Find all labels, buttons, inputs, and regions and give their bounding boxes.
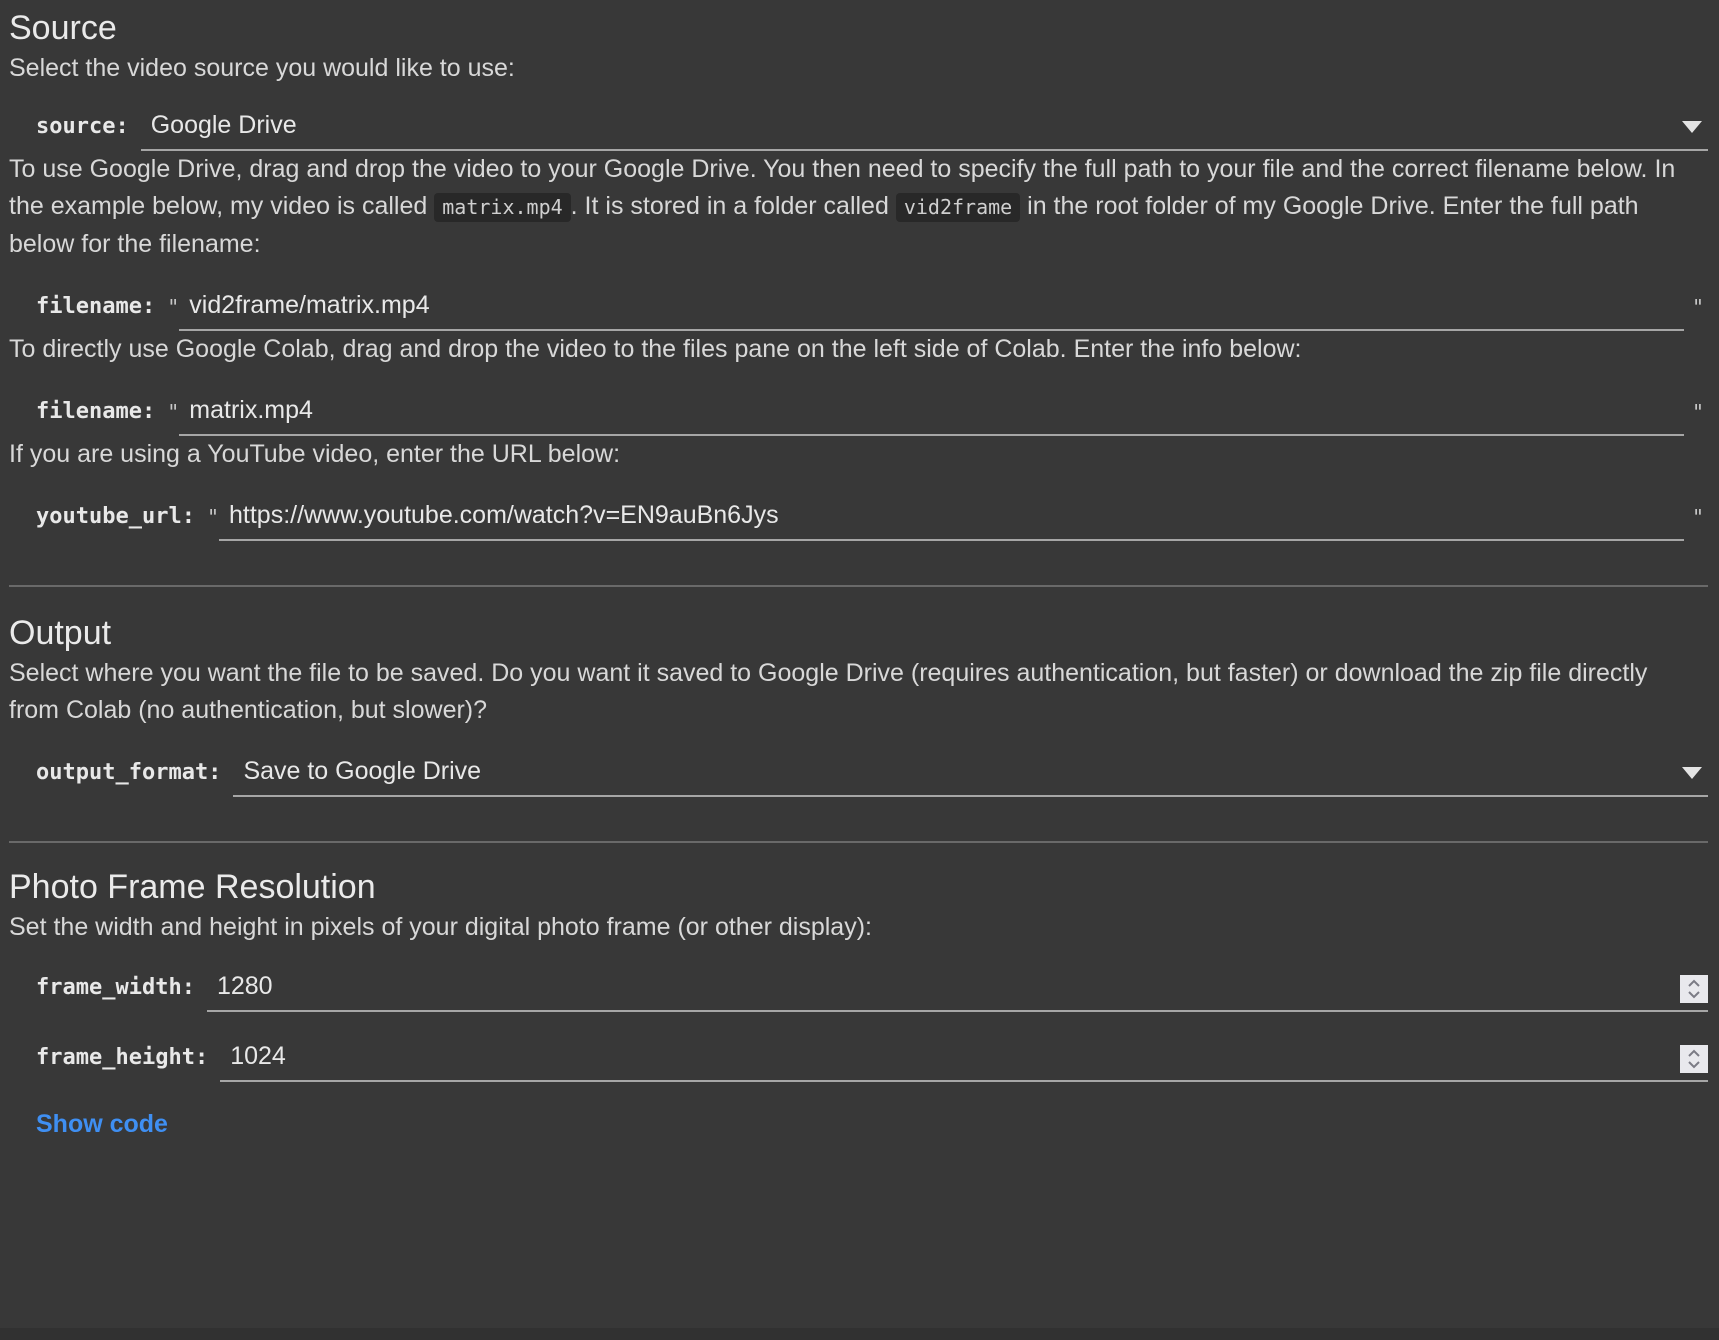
- colab-filename-input[interactable]: [179, 394, 1684, 434]
- source-intro-text: Select the video source you would like to use:: [9, 54, 515, 82]
- output-description-text: Select where you want the file to be saved. Do you want it saved to Google Drive (requires authentication, but faster) or download the zip file directly from Colab (no authentication, but slower)?: [9, 659, 1648, 724]
- drive-instructions-part3: in the root folder of my Google Drive. Enter the full path below for the filename:: [9, 192, 1639, 258]
- source-select-value[interactable]: Google Drive: [150, 111, 297, 139]
- number-stepper-icon[interactable]: [1680, 1045, 1708, 1073]
- close-quote: ": [1691, 400, 1704, 424]
- open-quote: ": [167, 295, 180, 319]
- colab-instructions-text: To directly use Google Colab, drag and drop the video to the files pane on the left side of Colab. Enter the info below:: [9, 335, 1302, 363]
- source-field-label: source:: [36, 114, 129, 139]
- drive-instructions-text: [9, 151, 1701, 263]
- colab-filename-label: filename:: [36, 399, 156, 424]
- drive-filename-label: filename:: [36, 294, 156, 319]
- frame-width-input[interactable]: [207, 970, 1708, 1010]
- youtube-instructions-text: If you are using a YouTube video, enter the URL below:: [9, 440, 621, 468]
- frame-height-input-wrap: [220, 1040, 1708, 1082]
- close-quote: ": [1691, 505, 1704, 529]
- colab-filename-row: [36, 394, 1708, 436]
- youtube-url-input[interactable]: [219, 499, 1684, 539]
- chevron-down-icon[interactable]: [1682, 767, 1702, 779]
- output-section-title: Output: [9, 614, 112, 652]
- output-format-row: [36, 755, 1708, 797]
- close-quote: ": [1691, 295, 1704, 319]
- frame-width-row: [36, 970, 1708, 1012]
- youtube-url-row: [36, 499, 1708, 541]
- drive-instructions-part2: . It is stored in a folder called: [570, 192, 896, 220]
- frame-width-label: frame_width:: [36, 975, 195, 1000]
- drive-instructions-part1: To use Google Drive, drag and drop the video to your Google Drive. You then need to specify the full path to your file and the correct filename below. In the example below, my video is called: [9, 155, 1676, 220]
- drive-filename-row: [36, 289, 1708, 331]
- section-divider: [9, 585, 1708, 587]
- drive-filename-input[interactable]: [179, 289, 1684, 329]
- output-format-select-value[interactable]: Save to Google Drive: [243, 757, 482, 785]
- drive-filename-input-wrap: [179, 289, 1684, 331]
- frame-height-row: [36, 1040, 1708, 1082]
- section-divider: [9, 841, 1708, 843]
- colab-filename-input-wrap: [179, 394, 1684, 436]
- up-down-chevrons-icon: [1686, 978, 1702, 1000]
- cell-bottom-edge: [0, 1328, 1719, 1340]
- open-quote: ": [206, 505, 219, 529]
- source-section-title: Source: [9, 9, 117, 47]
- youtube-url-input-wrap: [219, 499, 1684, 541]
- frame-height-label: frame_height:: [36, 1045, 209, 1070]
- open-quote: ": [167, 400, 180, 424]
- show-code-link[interactable]: Show code: [36, 1110, 168, 1138]
- frame-width-input-wrap: [207, 970, 1708, 1012]
- up-down-chevrons-icon: [1686, 1048, 1702, 1070]
- output-format-select[interactable]: [233, 755, 1708, 797]
- frame-height-input[interactable]: [220, 1040, 1708, 1080]
- output-format-label: output_format:: [36, 760, 222, 785]
- example-filename-code: matrix.mp4: [434, 193, 570, 222]
- example-folder-code: vid2frame: [896, 193, 1020, 222]
- source-select[interactable]: [141, 109, 1708, 151]
- resolution-description-text: Set the width and height in pixels of your digital photo frame (or other display):: [9, 913, 872, 941]
- resolution-section-title: Photo Frame Resolution: [9, 868, 376, 906]
- youtube-url-label: youtube_url:: [36, 504, 195, 529]
- chevron-down-icon[interactable]: [1682, 121, 1702, 133]
- source-field-row: [36, 109, 1708, 151]
- number-stepper-icon[interactable]: [1680, 975, 1708, 1003]
